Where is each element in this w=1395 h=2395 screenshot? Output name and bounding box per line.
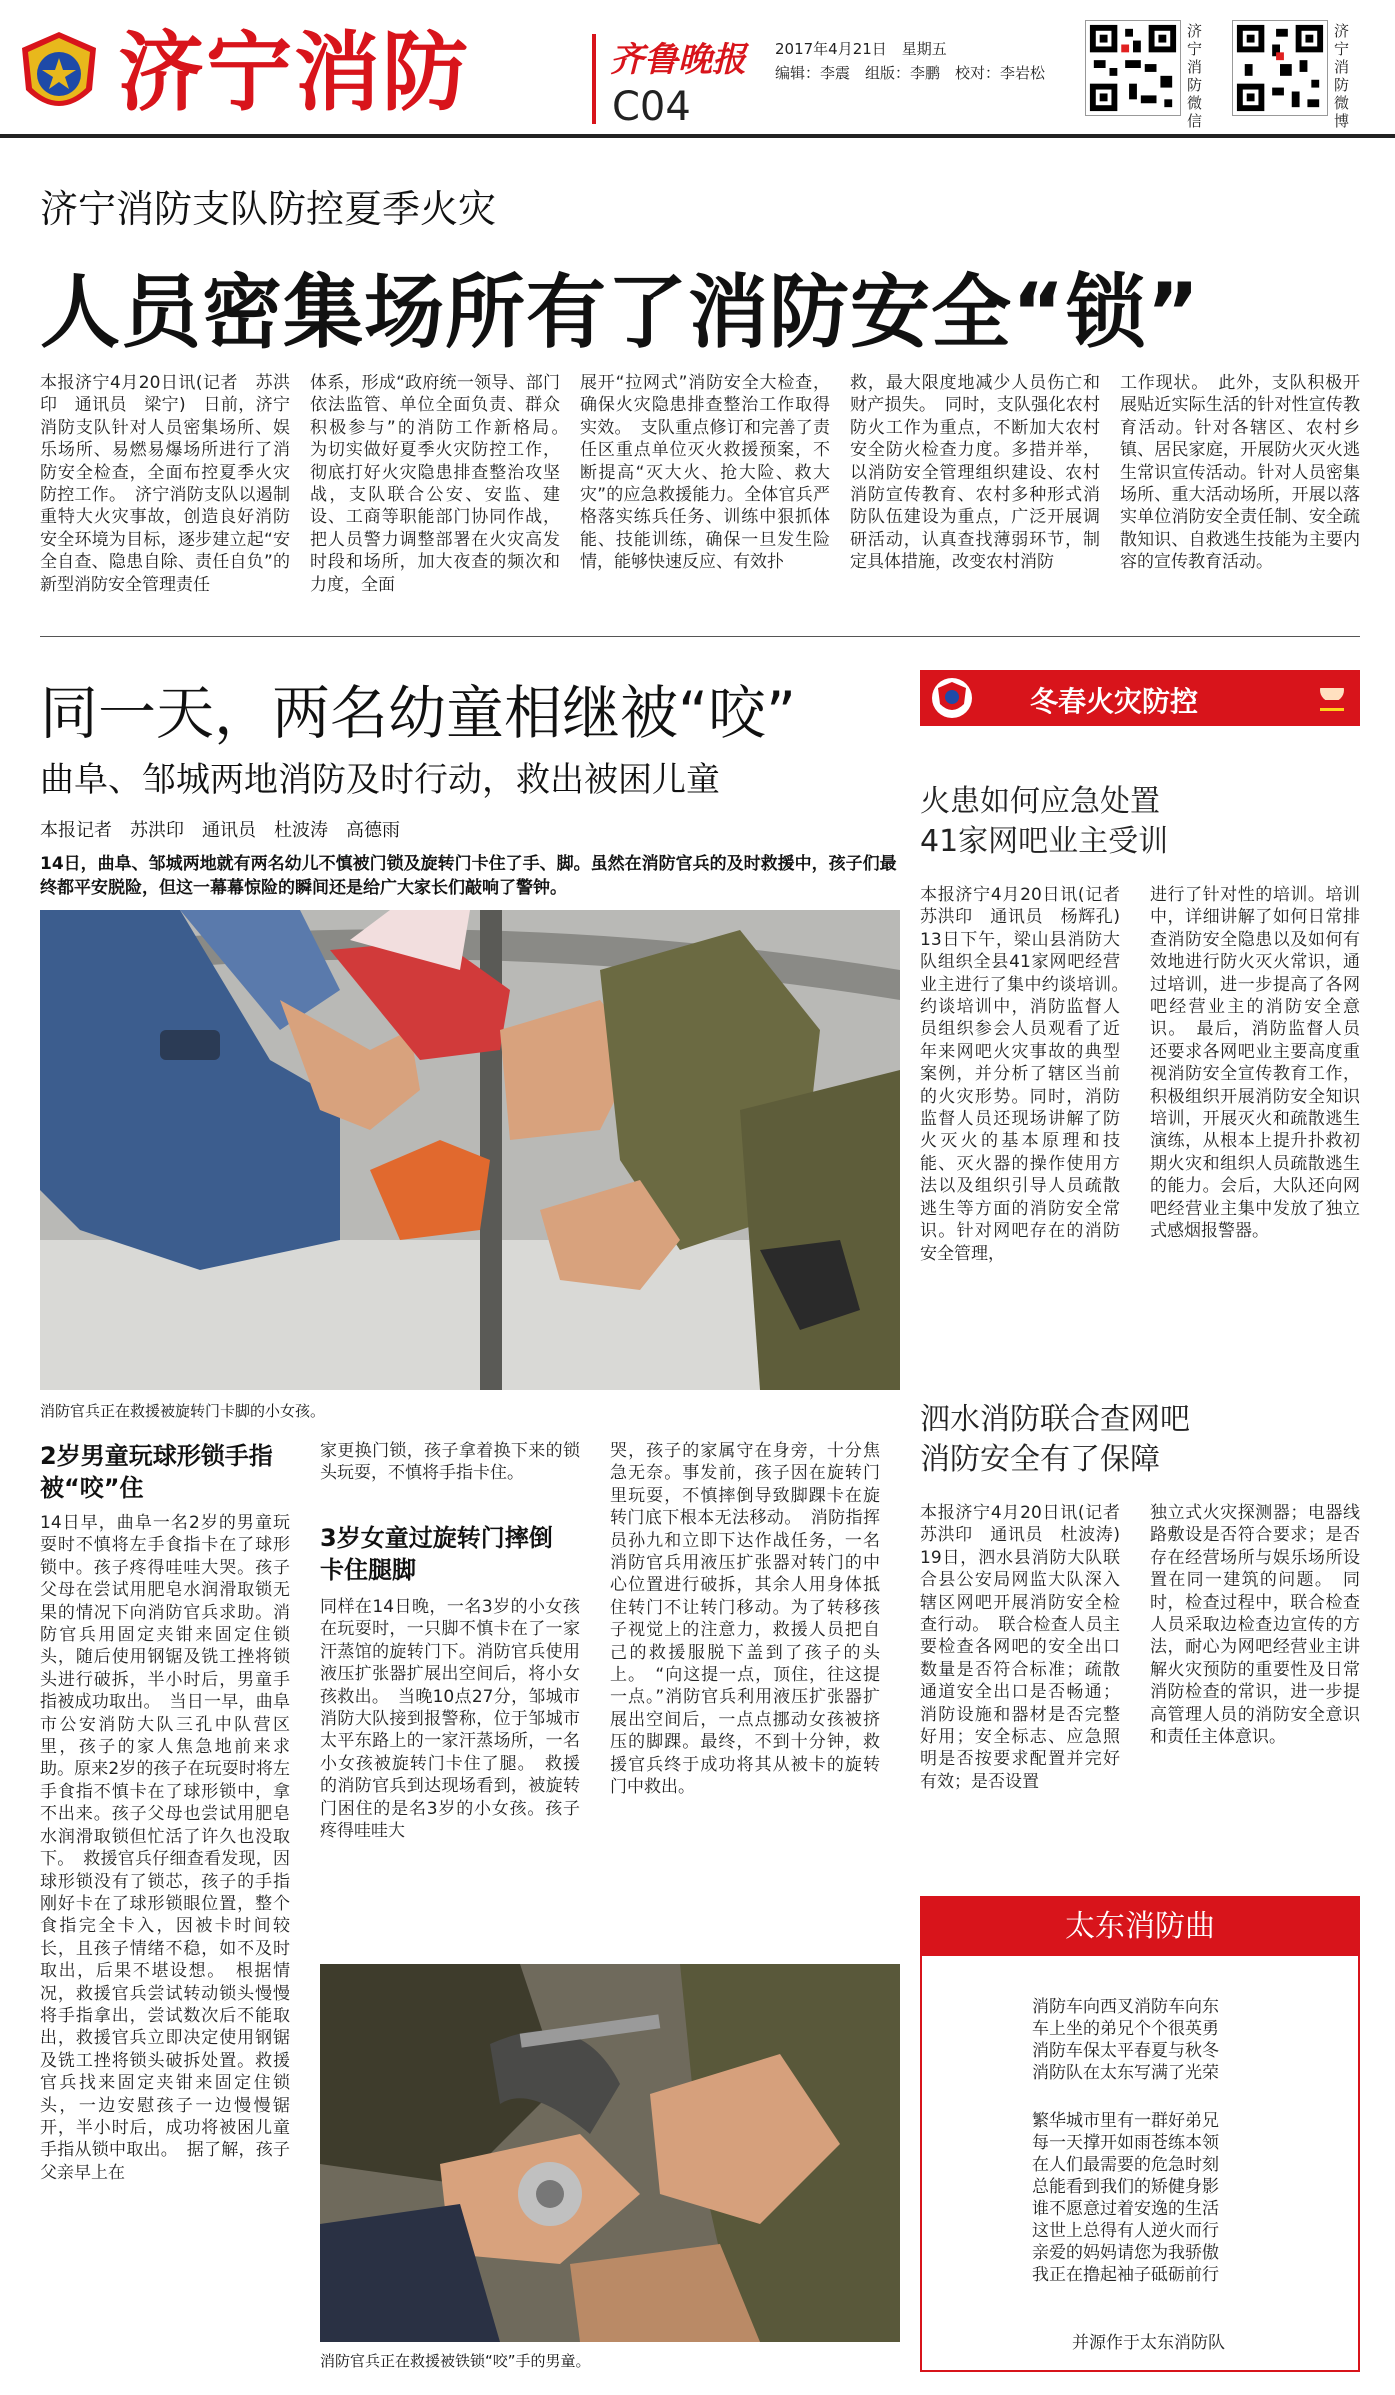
masthead bbox=[0, 0, 1395, 140]
story2-subhead: 曲阜、邹城两地消防及时行动，救出被困儿童 bbox=[40, 760, 720, 800]
poem-credit: 并源作于太东消防队 bbox=[1072, 2333, 1225, 2353]
qr-code-icon[interactable] bbox=[1232, 20, 1328, 116]
poem-stanza-2 bbox=[1032, 2110, 1219, 2286]
subhead-3yo-girl: 3岁女童过旋转门摔倒卡住腿脚 bbox=[320, 1524, 553, 1584]
poem-line: 亲爱的妈妈请您为我骄傲 bbox=[1032, 2243, 1219, 2263]
photo2-caption: 消防官兵正在救援被铁锁“咬”手的男童。 bbox=[320, 2352, 591, 2370]
sidebar-story2-column-2: 独立式火灾探测器；电器线路敷设是否符合要求；是否存在经营场所与娱乐场所设置在同一建筑的问题。 同时，检查过程中，联合检查人员采取边检查边宣传的方法，耐心为网吧经营业主讲解火灾预防的重要性及日常消防检查的常识，进一步提高管理人员的消防安全意识和责任主体意识。 bbox=[1150, 1503, 1360, 1748]
story2-column-b-top: 家更换门锁，孩子拿着换下来的锁头玩耍，不慎将手指卡住。 bbox=[320, 1441, 580, 1484]
lead-column-1: 本报济宁4月20日讯(记者 苏洪印 通讯员 梁宁) 日前，济宁消防支队针对人员密集场所、娱乐场所、易燃易爆场所进行了消防安全检查，全面布控夏季火灾防控工作。 济宁消防支队以遏制重特大火灾事故，创造良好消防安全环境为目标，逐步建立起“安全自查、隐患自除、责任自负”的新型消防安全管理责任 bbox=[40, 373, 290, 595]
lead-column-5: 工作现状。 此外，支队积极开展贴近实际生活的针对性宣传教育活动。针对各辖区、农村乡镇、居民家庭，开展防火灭火逃生常识宣传活动。针对人员密集场所、重大活动场所，开展以落实单位消防安全责任制、安全疏散知识、自救逃生技能为主要内容的宣传教育活动。 bbox=[1120, 373, 1360, 573]
firefighter-mascot-icon bbox=[1308, 672, 1356, 724]
sidebar-story1-headline-line2: 41家网吧业主受训 bbox=[920, 824, 1169, 859]
poem-line: 消防车保太平春夏与秋冬 bbox=[1032, 2041, 1219, 2061]
staff-line: 编辑：李震 组版：李鹏 校对：李岩松 bbox=[775, 64, 1046, 82]
sidebar-story2-column-1: 本报济宁4月20日讯(记者 苏洪印 通讯员 杜波涛) 19日，泗水县消防大队联合县公安局网监大队深入辖区网吧开展消防安全检查行动。 联合检查人员主要检查各网吧的安全出口数量是否符合标准；疏散通道安全出口是否畅通；消防设施和器材是否完整好用；安全标志、应急照明是否按要求配置并完好有效；是否设置 bbox=[920, 1503, 1137, 1792]
poem-line: 繁华城市里有一群好弟兄 bbox=[1032, 2111, 1219, 2131]
rescue-photo-revolving-door bbox=[40, 910, 900, 1390]
police-emblem-icon bbox=[18, 30, 100, 122]
paper-name: 齐鲁晚报 bbox=[610, 40, 746, 80]
masthead-title: 济宁消防 bbox=[118, 23, 470, 123]
qr-label-weibo: 济宁消防微博 bbox=[1334, 22, 1350, 130]
poem-line: 谁不愿意过着安逸的生活 bbox=[1032, 2199, 1219, 2219]
poem-box bbox=[920, 1896, 1360, 2372]
lead-kicker: 济宁消防支队防控夏季火灾 bbox=[40, 187, 497, 231]
lead-column-2: 体系，形成“政府统一领导、部门依法监管、单位全面负责、群众积极参与”的消防工作新格局。 为切实做好夏季火灾防控工作，彻底打好火灾隐患排查整治攻坚战，支队联合公安、安监、建设、工商等职能部门协同作战，把人员警力调整部署在火灾高发时段和场所，加大夜查的频次和力度，全面 bbox=[310, 373, 577, 595]
poem-line: 在人们最需要的危急时刻 bbox=[1032, 2155, 1219, 2175]
story2-headline: 同一天，两名幼童相继被“咬” bbox=[40, 679, 797, 747]
poem-line: 这世上总得有人逆火而行 bbox=[1032, 2221, 1219, 2241]
poem-title-bar bbox=[922, 1898, 1358, 1956]
lead-headline: 人员密集场所有了消防安全“锁” bbox=[40, 266, 1201, 359]
sidebar-story2-headline-line2: 消防安全有了保障 bbox=[920, 1442, 1160, 1477]
qr-code-icon[interactable] bbox=[1085, 20, 1181, 116]
section-divider bbox=[40, 636, 1360, 637]
poem-line: 消防车向西叉消防车向东 bbox=[1032, 1997, 1219, 2017]
sidebar-story1-column-2: 进行了针对性的培训。培训中，详细讲解了如何日常排查消防安全隐患以及如何有效地进行防火灭火常识，通过培训，进一步提高了各网吧经营业主的消防安全意识。 最后，消防监督人员还要求各网吧业主要高度重视消防安全宣传教育工作，积极组织开展消防安全知识培训，开展灭火和疏散逃生演练，从根本上提升扑救初期火灾和组织人员疏散逃生的能力。会后，大队还向网吧经营业主集中发放了独立式感烟报警器。 bbox=[1150, 885, 1360, 1242]
poem-title: 太东消防曲 bbox=[1065, 1909, 1215, 1944]
winter-spring-banner bbox=[920, 670, 1360, 726]
lead-column-4: 救，最大限度地减少人员伤亡和财产损失。 同时，支队强化农村防火工作为重点，不断加大农村安全防火检查力度。多措并举，以消防安全管理组织建设、农村消防宣传教育、农村多种形式消防队伍建设为重点，广泛开展调研活动，认真查找薄弱环节，制定具体措施，改变农村消防 bbox=[850, 373, 1100, 573]
photo1-caption: 消防官兵正在救援被旋转门卡脚的小女孩。 bbox=[40, 1402, 326, 1420]
sidebar-story2-headline-line1: 泗水消防联合查网吧 bbox=[920, 1402, 1190, 1437]
story2-column-a: 14日早，曲阜一名2岁的男童玩耍时不慎将左手食指卡在了球形锁中。孩子疼得哇哇大哭。孩子父母在尝试用肥皂水润滑取锁无果的情况下向消防官兵求助。消防官兵用固定夹钳来固定住锁头，随后使用钢锯及铣工挫将锁头进行破拆，半小时后，男童手指被成功取出。 当日一早，曲阜市公安消防大队三孔中队营区里，孩子的家人焦急地前来求助。原来2岁的孩子在玩耍时将左手食指不慎卡在了球形锁中，拿不出来。孩子父母也尝试用肥皂水润滑取锁但忙活了许久也没取下。 救援官兵仔细查看发现，因球形锁没有了锁芯，孩子的手指刚好卡在了球形锁眼位置，整个食指完全卡入，因被卡时间较长，且孩子情绪不稳，如不及时取出，后果不堪设想。 根据情况，救援官兵尝试转动锁头慢慢将手指拿出，尝试数次后不能取出，救援官兵立即决定使用钢锯及铣工挫将锁头破拆处置。救援官兵找来固定夹钳来固定住锁头，一边安慰孩子一边慢慢锯开，半小时后，成功将被困儿童手指从锁中取出。 据了解，孩子父亲早上在 bbox=[40, 1513, 290, 2183]
masthead-rule bbox=[0, 134, 1395, 138]
page-number: C04 bbox=[612, 84, 691, 130]
poem-line: 我正在撸起袖子砥砺前行 bbox=[1032, 2265, 1219, 2285]
rescue-photo-lock bbox=[320, 1964, 900, 2342]
subhead-2yo-boy: 2岁男童玩球形锁手指被“咬”住 bbox=[40, 1442, 273, 1502]
banner-label: 冬春火灾防控 bbox=[1030, 685, 1199, 718]
masthead-divider bbox=[592, 34, 596, 124]
story2-byline: 本报记者 苏洪印 通讯员 杜波涛 高德雨 bbox=[40, 820, 400, 841]
poem-line: 总能看到我们的矫健身影 bbox=[1032, 2177, 1219, 2197]
story2-column-c: 哭，孩子的家属守在身旁，十分焦急无奈。事发前，孩子因在旋转门里玩耍，不慎摔倒导致脚踝卡在旋转门底下根本无法移动。 消防指挥员孙九和立即下达作战任务，一名消防官兵用液压扩张器对转门的中心位置进行破拆，其余人用身体抵住转门不让转门移动。为了转移孩子视觉上的注意力，救援人员把自己的救援服脱下盖到了孩子的头上。 “向这提一点，顶住，往这提一点。”消防官兵利用液压扩张器扩展出空间后，一点点挪动女孩被挤压的脚踝。最终，不到十分钟，救援官兵终于成功将其从被卡的旋转门中救出。 bbox=[610, 1441, 880, 1798]
sidebar-story1-headline-line1: 火患如何应急处置 bbox=[920, 784, 1160, 819]
sidebar-story1-column-1: 本报济宁4月20日讯(记者 苏洪印 通讯员 杨辉孔) 13日下午，梁山县消防大队组织全县41家网吧经营业主进行了集中约谈培训。 约谈培训中，消防监督人员组织参会人员观看了近年来网吧火灾事故的典型案例，并分析了辖区当前的火灾形势。同时，消防监督人员还现场讲解了防火灭火的基本原理和技能、灭火器的操作使用方法以及组织引导人员疏散逃生等方面的消防安全常识。针对网吧存在的消防安全管理， bbox=[920, 885, 1137, 1264]
poem-line: 每一天撑开如雨苍练本领 bbox=[1032, 2133, 1219, 2153]
poem-line: 车上坐的弟兄个个很英勇 bbox=[1032, 2019, 1219, 2039]
story2-lead: 14日，曲阜、邹城两地就有两名幼儿不慎被门锁及旋转门卡住了手、脚。虽然在消防官兵的及时救援中，孩子们最终都平安脱险，但这一幕幕惊险的瞬间还是给广大家长们敲响了警钟。 bbox=[40, 854, 897, 898]
fire-badge-icon bbox=[930, 676, 974, 720]
story2-column-b: 同样在14日晚，一名3岁的小女孩在玩耍时，一只脚不慎卡在了一家汗蒸馆的旋转门下。消防官兵使用液压扩张器扩展出空间后，将小女孩救出。 当晚10点27分，邹城市消防大队接到报警称，位于邹城市太平东路上的一家汗蒸场所，一名小女孩被旋转门卡住了腿。 救援的消防官兵到达现场看到，被旋转门困住的是名3岁的小女孩。孩子疼得哇哇大 bbox=[320, 1597, 580, 1842]
poem-stanza-1 bbox=[1032, 1996, 1219, 2084]
lead-column-3: 展开“拉网式”消防安全大检查，确保火灾隐患排查整治工作取得实效。 支队重点修订和完善了责任区重点单位灭火救援预案，不断提高“灭大火、抢大险、救大灾”的应急救援能力。全体官兵严格落实练兵任务、训练中狠抓体能、技能训练，确保一旦发生险情，能够快速反应、有效扑 bbox=[580, 373, 830, 573]
poem-line: 消防队在太东写满了光荣 bbox=[1032, 2063, 1219, 2083]
qr-label-wechat: 济宁消防微信 bbox=[1187, 22, 1203, 130]
date-line: 2017年4月21日 星期五 bbox=[775, 40, 947, 58]
